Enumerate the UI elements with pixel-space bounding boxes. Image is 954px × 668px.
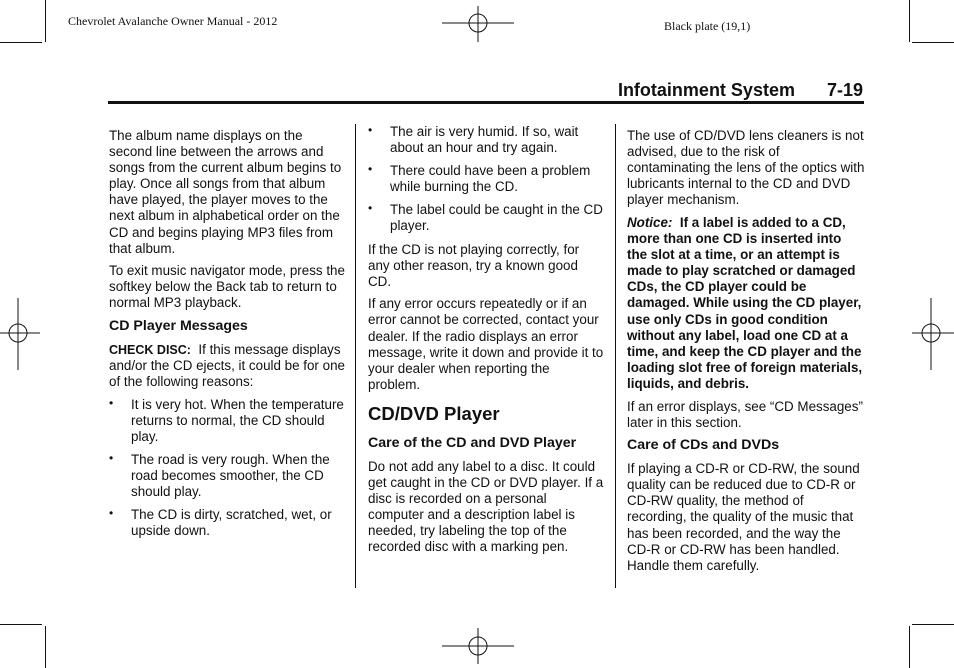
crop-mark-bottom-right-v	[909, 626, 910, 668]
subheading-cd-player-messages: CD Player Messages	[109, 318, 248, 335]
plate-label: Black plate (19,1)	[664, 19, 751, 33]
check-disc-paragraph: CHECK DISC: If this message displays and/or the CD ejects, it could be for one of the following reasons:	[109, 342, 345, 390]
manual-title: Chevrolet Avalanche Owner Manual - 2012	[68, 14, 278, 28]
crop-mark-bottom-right-h	[912, 624, 954, 625]
list-item: • The air is very humid. If so, wait about an hour and try again.	[368, 123, 579, 156]
bullet-icon: •	[368, 162, 373, 177]
crop-mark-bottom-left-h	[0, 624, 42, 625]
registration-mark-left-icon	[0, 298, 40, 370]
crop-mark-top-left-h	[0, 42, 42, 43]
list-item: • There could have been a problem while burning the CD.	[368, 162, 591, 195]
column-divider-2	[615, 124, 616, 588]
crop-mark-top-left-v	[45, 0, 46, 42]
bullet-icon: •	[368, 201, 373, 216]
section-title: Infotainment System	[617, 80, 795, 100]
notice-paragraph: Notice: If a label is added to a CD, more than one CD is inserted into the slot at a time, or an attempt is made to play scratched or damaged CDs, the CD player could be damaged. While using the CD player, use only CDs in good condition without any label, load one CD at a time, and keep the CD player and the loading slot free of foreign materials, liquids, and debris.	[627, 214, 863, 391]
bullet-icon: •	[109, 395, 114, 410]
registration-mark-right-icon	[912, 298, 954, 370]
notice-label: Notice:	[627, 214, 673, 230]
column-3	[627, 128, 865, 580]
subheading-care-of-cds-dvds: Care of CDs and DVDs	[627, 437, 780, 454]
paragraph: The album name displays on the second line between the arrows and songs from the current album begins to play. Once all songs from that album have played, the player moves to the next album in alphabetical order on the CD and begins playing MP3 files from that album.	[109, 128, 342, 256]
header-rule	[108, 101, 864, 104]
paragraph: Do not add any label to a disc. It could get caught in the CD or DVD player. If a disc is recorded on a personal computer and a description label is needed, try labeling the top of the recorded disc with a marking pen.	[368, 458, 604, 555]
list-item: • The CD is dirty, scratched, wet, or upside down.	[109, 506, 332, 539]
column-2	[368, 124, 604, 562]
crop-mark-top-right-h	[912, 42, 954, 43]
subheading-care-of-cd-dvd-player: Care of the CD and DVD Player	[368, 434, 577, 451]
list-item: • The road is very rough. When the road becomes smoother, the CD should play.	[109, 451, 330, 500]
paragraph: The use of CD/DVD lens cleaners is not advised, due to the risk of contaminating the lens of the optics with lubricants internal to the CD and DVD player mechanism.	[627, 128, 865, 208]
list-item: • It is very hot. When the temperature returns to normal, the CD should play.	[109, 395, 344, 444]
bullet-icon: •	[109, 451, 114, 466]
page-number: 7-19	[826, 80, 863, 100]
bullet-icon: •	[368, 123, 373, 137]
registration-mark-bottom-icon	[442, 628, 514, 664]
crop-mark-bottom-left-v	[45, 626, 46, 668]
list-item: • The label could be caught in the CD player.	[368, 201, 603, 234]
paragraph: If playing a CD-R or CD-RW, the sound quality can be reduced due to CD-R or CD-RW quality, the method of recording, the quality of the music that has been recorded, and the way the CD-R or CD-RW has been handled. Handle them carefully.	[627, 461, 860, 573]
crop-mark-top-right-v	[909, 0, 910, 42]
paragraph: To exit music navigator mode, press the softkey below the Back tab to return to normal MP3 playback.	[109, 263, 345, 311]
paragraph: If any error occurs repeatedly or if an error cannot be corrected, contact your dealer. If the radio displays an error message, write it down and provide it to your dealer when reporting the problem.	[368, 296, 604, 392]
check-disc-label: CHECK DISC:	[109, 343, 191, 358]
running-header	[540, 80, 863, 101]
heading-cd-dvd-player: CD/DVD Player	[368, 402, 500, 424]
bullet-icon: •	[109, 506, 114, 521]
paragraph: If the CD is not playing correctly, for any other reason, try a known good CD.	[368, 241, 580, 289]
paragraph: If an error displays, see “CD Messages” later in this section.	[627, 398, 863, 430]
registration-mark-top-icon	[442, 6, 514, 42]
column-divider-1	[355, 124, 356, 588]
column-1	[109, 128, 347, 547]
